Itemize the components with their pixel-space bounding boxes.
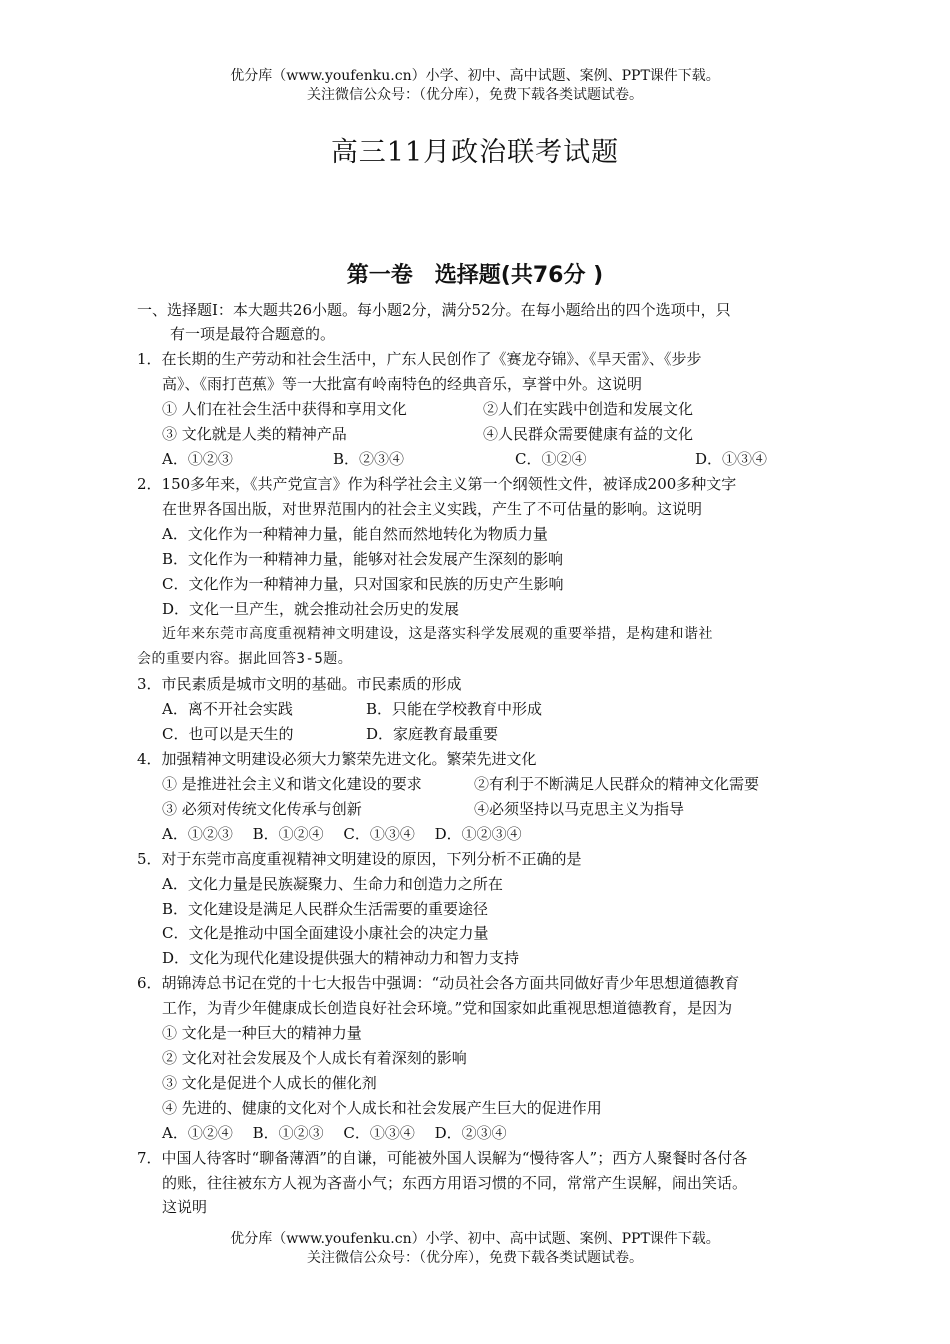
q1-statement-4: ④人民群众需要健康有益的文化: [483, 425, 694, 443]
q5-option-b: B．文化建设是满足人民群众生活需要的重要途径: [162, 900, 489, 918]
q4-statement-1: ① 是推进社会主义和谐文化建设的要求: [162, 775, 422, 793]
q1-statement-1: ① 人们在社会生活中获得和享用文化: [162, 400, 407, 418]
q2-option-a: A．文化作为一种精神力量，能自然而然地转化为物质力量: [162, 525, 548, 543]
q2-stem-2: 在世界各国出版，对世界范围内的社会主义实践，产生了不可估量的影响。这说明: [162, 500, 703, 518]
q5-option-d: D．文化为现代化建设提供强大的精神动力和智力支持: [162, 949, 520, 967]
q6-statement-1: ① 文化是一种巨大的精神力量: [162, 1024, 362, 1042]
q1-statement-3: ③ 文化就是人类的精神产品: [162, 425, 347, 443]
q2-option-d: D．文化一旦产生，就会推动社会历史的发展: [162, 600, 460, 618]
passage-line-2: 会的重要内容。据此回答3-5题。: [137, 651, 353, 667]
footer-line-1: 优分库（www.youfenku.cn）小学、初中、高中试题、案例、PPT课件下载。: [230, 1231, 720, 1247]
q1-option-a: A．①②③: [162, 450, 233, 468]
q1-stem-2: 高》、《雨打芭蕉》等一大批富有岭南特色的经典音乐，享誉中外。这说明: [162, 375, 643, 393]
q6-stem-2: 工作，为青少年健康成长创造良好社会环境。”党和国家如此重视思想道德教育，是因为: [162, 999, 733, 1017]
intro-line-1: 一、选择题Ⅰ：本大题共26小题。每小题2分，满分52分。在每小题给出的四个选项中，只: [137, 301, 731, 319]
passage-line-1: 近年来东莞市高度重视精神文明建设，这是落实科学发展观的重要举措，是构建和谐社: [162, 626, 713, 642]
q2-option-c: C．文化作为一种精神力量，只对国家和民族的历史产生影响: [162, 575, 564, 593]
q7-stem-2: 的账，往往被东方人视为吝啬小气；东西方用语习惯的不同，常常产生误解，闹出笑话。: [162, 1174, 748, 1192]
q1-option-c: C．①②④: [515, 450, 587, 468]
q4-options: A．①②③ B．①②④ C．①③④ D．①②③④: [162, 825, 522, 843]
q1-option-b: B．②③④: [333, 450, 405, 468]
q2-stem-1: 2．150多年来，《共产党宣言》作为科学社会主义第一个纲领性文件，被译成200多种文字: [137, 475, 737, 493]
q6-statement-3: ③ 文化是促进个人成长的催化剂: [162, 1074, 377, 1092]
q5-stem: 5．对于东莞市高度重视精神文明建设的原因，下列分析不正确的是: [137, 850, 582, 868]
q7-stem-1: 7．中国人待客时“聊备薄酒”的自谦，可能被外国人误解为“慢待客人”；西方人聚餐时各付各: [137, 1149, 748, 1167]
q3-option-a: A．离不开社会实践: [162, 700, 293, 718]
q1-statement-2: ②人们在实践中创造和发展文化: [483, 400, 694, 418]
q3-option-d: D．家庭教育最重要: [366, 725, 499, 743]
q3-stem: 3．市民素质是城市文明的基础。市民素质的形成: [137, 675, 462, 693]
q7-stem-3: 这说明: [162, 1198, 208, 1216]
q6-options: A．①②④ B．①②③ C．①③④ D．②③④: [162, 1124, 507, 1142]
q5-option-a: A．文化力量是民族凝聚力、生命力和创造力之所在: [162, 875, 503, 893]
q1-option-d: D．①③④: [695, 450, 768, 468]
q4-statement-2: ②有利于不断满足人民群众的精神文化需要: [474, 775, 760, 793]
q5-option-c: C．文化是推动中国全面建设小康社会的决定力量: [162, 924, 489, 942]
q4-statement-4: ④必须坚持以马克思主义为指导: [474, 800, 685, 818]
header-line-1: 优分库（www.youfenku.cn）小学、初中、高中试题、案例、PPT课件下载。: [230, 68, 720, 84]
q6-stem-1: 6．胡锦涛总书记在党的十七大报告中强调：“动员社会各方面共同做好青少年思想道德教育: [137, 974, 740, 992]
q6-statement-4: ④ 先进的、健康的文化对个人成长和社会发展产生巨大的促进作用: [162, 1099, 602, 1117]
footer-line-2: 关注微信公众号：（优分库），免费下载各类试题试卷。: [307, 1250, 643, 1266]
q2-option-b: B．文化作为一种精神力量，能够对社会发展产生深刻的影响: [162, 550, 564, 568]
q6-statement-2: ② 文化对社会发展及个人成长有着深刻的影响: [162, 1049, 467, 1067]
page-title: 高三11月政治联考试题: [330, 137, 620, 168]
header-line-2: 关注微信公众号：（优分库），免费下载各类试题试卷。: [307, 87, 643, 103]
q4-stem: 4．加强精神文明建设必须大力繁荣先进文化。繁荣先进文化: [137, 750, 537, 768]
q4-statement-3: ③ 必须对传统文化传承与创新: [162, 800, 362, 818]
section-title: 第一卷 选择题(共76分 ): [346, 263, 604, 288]
q1-stem-1: 1．在长期的生产劳动和社会生活中，广东人民创作了《赛龙夺锦》、《旱天雷》、《步步: [137, 350, 702, 368]
q3-option-c: C．也可以是天生的: [162, 725, 294, 743]
q3-option-b: B．只能在学校教育中形成: [366, 700, 543, 718]
intro-line-2: 有一项是最符合题意的。: [170, 325, 336, 343]
